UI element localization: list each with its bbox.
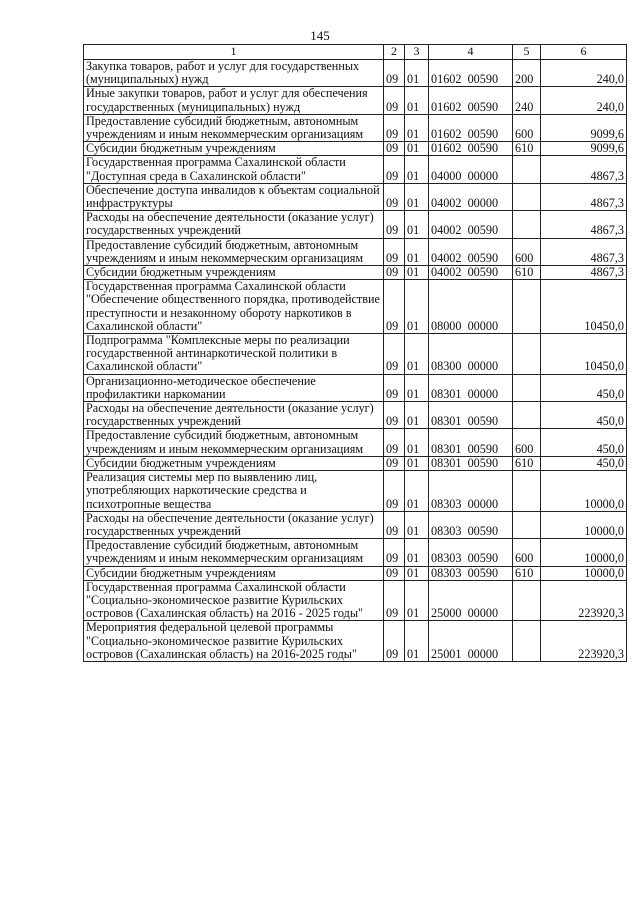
row-subsection: 01: [405, 142, 429, 156]
row-name: Предоставление субсидий бюджетным, автономным учреждениям и иным некоммерческим организациям: [84, 539, 384, 566]
table-row: [84, 238, 627, 265]
row-subsection: 01: [405, 211, 429, 238]
row-expense-type: 610: [513, 142, 541, 156]
row-section: 09: [384, 142, 405, 156]
table-row: [84, 621, 627, 662]
column-header: 6: [541, 45, 627, 60]
row-amount: 10000,0: [541, 471, 627, 512]
row-section: 09: [384, 566, 405, 580]
row-section: 09: [384, 402, 405, 429]
row-target-article: 04002 00590: [429, 266, 513, 280]
row-amount: 223920,3: [541, 580, 627, 621]
row-expense-type: [513, 156, 541, 183]
row-expense-type: 600: [513, 114, 541, 141]
row-amount: 4867,3: [541, 211, 627, 238]
row-target-article: 25001 00000: [429, 621, 513, 662]
row-subsection: 01: [405, 156, 429, 183]
row-expense-type: 240: [513, 87, 541, 114]
row-subsection: 01: [405, 60, 429, 87]
row-section: 09: [384, 114, 405, 141]
row-subsection: 01: [405, 374, 429, 401]
row-expense-type: [513, 374, 541, 401]
row-target-article: 08301 00000: [429, 374, 513, 401]
row-amount: 450,0: [541, 374, 627, 401]
row-expense-type: [513, 580, 541, 621]
row-name: Субсидии бюджетным учреждениям: [84, 142, 384, 156]
table-row: [84, 539, 627, 566]
page-number: 145: [310, 28, 330, 43]
row-name: Субсидии бюджетным учреждениям: [84, 266, 384, 280]
row-amount: 10450,0: [541, 334, 627, 375]
row-name: Иные закупки товаров, работ и услуг для обеспечения государственных (муниципальных) нужд: [84, 87, 384, 114]
row-amount: 9099,6: [541, 114, 627, 141]
table-body: [84, 60, 627, 662]
table-row: [84, 566, 627, 580]
row-section: 09: [384, 580, 405, 621]
row-target-article: 08303 00000: [429, 471, 513, 512]
row-amount: 450,0: [541, 456, 627, 470]
row-name: Организационно-методическое обеспечение профилактики наркомании: [84, 374, 384, 401]
row-name: Закупка товаров, работ и услуг для государственных (муниципальных) нужд: [84, 60, 384, 87]
table-row: [84, 471, 627, 512]
row-subsection: 01: [405, 539, 429, 566]
table-row: [84, 334, 627, 375]
row-target-article: 04002 00590: [429, 211, 513, 238]
row-expense-type: 600: [513, 238, 541, 265]
row-section: 09: [384, 471, 405, 512]
row-section: 09: [384, 266, 405, 280]
table-row: [84, 211, 627, 238]
table-row: [84, 142, 627, 156]
row-subsection: 01: [405, 334, 429, 375]
row-section: 09: [384, 211, 405, 238]
table-row: [84, 183, 627, 210]
row-subsection: 01: [405, 456, 429, 470]
row-subsection: 01: [405, 266, 429, 280]
row-name: Государственная программа Сахалинской области "Доступная среда в Сахалинской области": [84, 156, 384, 183]
row-name: Расходы на обеспечение деятельности (оказание услуг) государственных учреждений: [84, 402, 384, 429]
row-expense-type: 200: [513, 60, 541, 87]
row-amount: 4867,3: [541, 238, 627, 265]
table-row: [84, 156, 627, 183]
table-header: [84, 45, 627, 60]
row-section: 09: [384, 238, 405, 265]
row-target-article: 01602 00590: [429, 60, 513, 87]
row-expense-type: 600: [513, 539, 541, 566]
row-expense-type: [513, 621, 541, 662]
row-amount: 10450,0: [541, 280, 627, 334]
row-target-article: 08301 00590: [429, 456, 513, 470]
column-header: 5: [513, 45, 541, 60]
row-section: 09: [384, 280, 405, 334]
row-name: Субсидии бюджетным учреждениям: [84, 456, 384, 470]
row-target-article: 01602 00590: [429, 142, 513, 156]
row-expense-type: [513, 183, 541, 210]
row-target-article: 04002 00000: [429, 183, 513, 210]
row-name: Предоставление субсидий бюджетным, автономным учреждениям и иным некоммерческим организациям: [84, 114, 384, 141]
row-expense-type: [513, 211, 541, 238]
budget-table: [83, 44, 627, 662]
row-name: Расходы на обеспечение деятельности (оказание услуг) государственных учреждений: [84, 511, 384, 538]
row-section: 09: [384, 539, 405, 566]
row-expense-type: 610: [513, 266, 541, 280]
row-expense-type: [513, 402, 541, 429]
row-subsection: 01: [405, 183, 429, 210]
row-target-article: 08301 00590: [429, 429, 513, 456]
column-header: 4: [429, 45, 513, 60]
row-amount: 4867,3: [541, 156, 627, 183]
row-name: Мероприятия федеральной целевой программы "Социально-экономическое развитие Курильских островов (Сахалинская область) на 2016-2025 годы": [84, 621, 384, 662]
row-subsection: 01: [405, 114, 429, 141]
row-amount: 223920,3: [541, 621, 627, 662]
row-subsection: 01: [405, 429, 429, 456]
table-row: [84, 114, 627, 141]
row-target-article: 04000 00000: [429, 156, 513, 183]
row-expense-type: [513, 471, 541, 512]
row-target-article: 01602 00590: [429, 87, 513, 114]
table-row: [84, 456, 627, 470]
table-row: [84, 511, 627, 538]
row-amount: 450,0: [541, 402, 627, 429]
row-target-article: 25000 00000: [429, 580, 513, 621]
column-header: 3: [405, 45, 429, 60]
column-header: 1: [84, 45, 384, 60]
row-section: 09: [384, 374, 405, 401]
row-section: 09: [384, 621, 405, 662]
row-section: 09: [384, 156, 405, 183]
row-name: Субсидии бюджетным учреждениям: [84, 566, 384, 580]
row-expense-type: 610: [513, 566, 541, 580]
row-section: 09: [384, 60, 405, 87]
row-expense-type: 610: [513, 456, 541, 470]
row-subsection: 01: [405, 402, 429, 429]
row-subsection: 01: [405, 471, 429, 512]
row-amount: 240,0: [541, 60, 627, 87]
row-target-article: 08303 00590: [429, 539, 513, 566]
row-subsection: 01: [405, 87, 429, 114]
row-amount: 9099,6: [541, 142, 627, 156]
row-subsection: 01: [405, 511, 429, 538]
row-amount: 10000,0: [541, 566, 627, 580]
row-target-article: 08300 00000: [429, 334, 513, 375]
row-target-article: 08303 00590: [429, 511, 513, 538]
row-amount: 240,0: [541, 87, 627, 114]
row-amount: 10000,0: [541, 511, 627, 538]
row-name: Предоставление субсидий бюджетным, автономным учреждениям и иным некоммерческим организациям: [84, 429, 384, 456]
table-row: [84, 374, 627, 401]
row-amount: 10000,0: [541, 539, 627, 566]
row-amount: 4867,3: [541, 266, 627, 280]
row-name: Расходы на обеспечение деятельности (оказание услуг) государственных учреждений: [84, 211, 384, 238]
table-row: [84, 580, 627, 621]
row-amount: 4867,3: [541, 183, 627, 210]
row-name: Предоставление субсидий бюджетным, автономным учреждениям и иным некоммерческим организациям: [84, 238, 384, 265]
row-section: 09: [384, 511, 405, 538]
row-section: 09: [384, 429, 405, 456]
header-row: [84, 45, 627, 60]
row-target-article: 08303 00590: [429, 566, 513, 580]
column-header: 2: [384, 45, 405, 60]
row-target-article: 08000 00000: [429, 280, 513, 334]
table-row: [84, 60, 627, 87]
table-row: [84, 87, 627, 114]
row-name: Подпрограмма "Комплексные меры по реализации государственной антинаркотической политики в Сахалинской области": [84, 334, 384, 375]
row-section: 09: [384, 334, 405, 375]
table-row: [84, 402, 627, 429]
row-target-article: 01602 00590: [429, 114, 513, 141]
row-expense-type: [513, 280, 541, 334]
row-expense-type: [513, 511, 541, 538]
row-subsection: 01: [405, 238, 429, 265]
table-row: [84, 280, 627, 334]
row-subsection: 01: [405, 580, 429, 621]
row-expense-type: [513, 334, 541, 375]
row-section: 09: [384, 456, 405, 470]
row-subsection: 01: [405, 280, 429, 334]
row-subsection: 01: [405, 621, 429, 662]
row-section: 09: [384, 87, 405, 114]
table-row: [84, 266, 627, 280]
row-subsection: 01: [405, 566, 429, 580]
row-amount: 450,0: [541, 429, 627, 456]
row-name: Государственная программа Сахалинской области "Социально-экономическое развитие Курильских островов (Сахалинская область) на 2016 - 2025 годы": [84, 580, 384, 621]
table-row: [84, 429, 627, 456]
row-name: Обеспечение доступа инвалидов к объектам социальной инфраструктуры: [84, 183, 384, 210]
row-target-article: 04002 00590: [429, 238, 513, 265]
row-section: 09: [384, 183, 405, 210]
row-name: Государственная программа Сахалинской области "Обеспечение общественного порядка, противодействие преступности и незаконному обороту наркотиков в Сахалинской области": [84, 280, 384, 334]
row-target-article: 08301 00590: [429, 402, 513, 429]
row-expense-type: 600: [513, 429, 541, 456]
row-name: Реализация системы мер по выявлению лиц, употребляющих наркотические средства и психотропные вещества: [84, 471, 384, 512]
